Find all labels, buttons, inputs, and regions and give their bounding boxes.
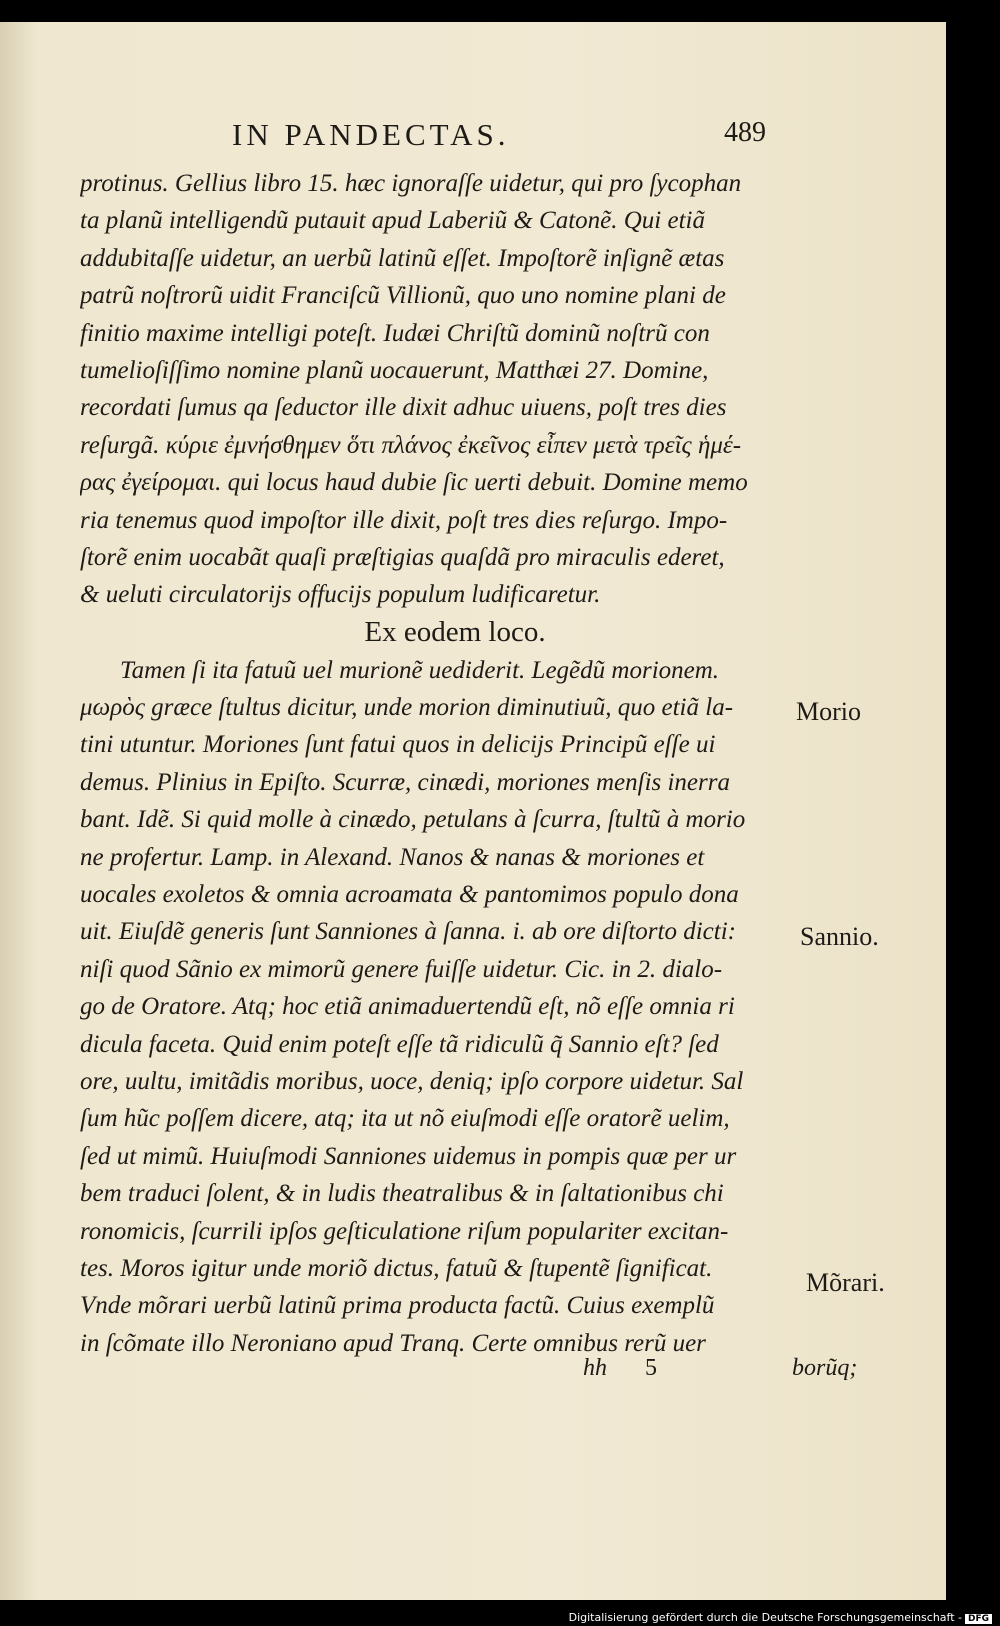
text-line: ſum hũc poſſem dicere, atq; ita ut nõ eiuſmodi eſſe oratorẽ uelim, (80, 1105, 730, 1133)
marginal-note-sannio: Sannio. (800, 922, 879, 951)
text-line: demus. Plinius in Epiſto. Scurræ, cinædi, moriones menſis inerra (80, 768, 730, 796)
section-heading: Ex eodem loco. (364, 615, 546, 648)
dfg-logo: DFG (965, 1614, 992, 1624)
signature-mark: hh (583, 1355, 607, 1381)
text-line: protinus. Gellius libro 15. hæc ignoraſſe uidetur, qui pro ſycophan (80, 170, 742, 197)
text-line: ria tenemus quod impoſtor ille dixit, poſt tres dies reſurgo. Impo- (80, 506, 728, 534)
text-line: ſtorẽ enim uocabãt quaſi præſtigias quaſdã pro miraculis ederet, (80, 543, 725, 571)
text-line: go de Oratore. Atq; hoc etiã animaduertendũ eſt, nõ eſſe omnia ri (80, 993, 735, 1021)
text-line: uit. Eiuſdẽ generis ſunt Sanniones à ſanna. i. ab ore diſtorto dicti: (80, 918, 736, 946)
text-line: μωρὸς græce ſtultus dicitur, unde morion diminutiuũ, quo etiã la- (80, 694, 734, 722)
text-line: ρας ἐγείρομαι. qui locus haud dubie ſic uerti debuit. Domine memo (80, 469, 748, 497)
text-line: ronomicis, ſcurrili ipſos geſticulatione riſum populariter excitan- (80, 1217, 729, 1245)
text-line: finitio maxime intelligi poteſt. Iudæi Chriſtũ dominũ noſtrũ con (80, 319, 710, 347)
text-line: tes. Moros igitur unde moriõ dictus, fatuũ & ſtupentẽ ſignificat. (80, 1254, 713, 1282)
running-head: IN PANDECTAS. (232, 117, 510, 152)
catchword: borũq; (792, 1355, 858, 1381)
text-line: recordati ſumus qa ſeductor ille dixit adhuc uiuens, poſt tres dies (80, 394, 727, 422)
text-line: in ſcõmate illo Neroniano apud Tranq. Certe omnibus rerũ uer (80, 1329, 706, 1357)
credit-text: Digitalisierung gefördert durch die Deutsche Forschungsgemeinschaft - (568, 1611, 962, 1624)
text-line: Tamen ſi ita fatuũ uel murionẽ uediderit. Legẽdũ morionem. (120, 656, 720, 684)
digitization-credit (569, 1611, 992, 1624)
page-header (0, 117, 946, 157)
book-page (0, 22, 946, 1600)
page-number: 489 (724, 117, 766, 148)
text-line: Vnde mõrari uerbũ latinũ prima producta factũ. Cuius exemplũ (80, 1292, 715, 1320)
signature-number: 5 (645, 1355, 657, 1381)
text-line: niſi quod Sãnio ex mimorũ genere fuiſſe uidetur. Cic. in 2. dialo- (80, 955, 723, 983)
text-line: reſurgã. κύριε ἐμνήσθημεν ὅτι πλάνος ἐκεῖνος εἶπεν μετὰ τρεῖς ἡμέ- (80, 431, 742, 459)
marginal-note-morari: Mõrari. (806, 1268, 885, 1297)
page-footer (0, 1355, 946, 1395)
text-line: bant. Idẽ. Si quid molle à cinædo, petulans à ſcurra, ſtultũ à morio (80, 806, 746, 834)
text-line: tumelioſiſſimo nomine planũ uocauerunt, Matthæi 27. Domine, (80, 356, 709, 384)
text-line: patrũ noſtrorũ uidit Franciſcũ Villionũ, quo uno nomine plani de (80, 282, 726, 310)
main-text (80, 165, 790, 1362)
text-line: addubitaſſe uidetur, an uerbũ latinũ eſſet. Impoſtorẽ inſignẽ ætas (80, 244, 725, 272)
text-line: ore, uultu, imitãdis moribus, uoce, deniq; ipſo corpore uidetur. Sal (80, 1067, 744, 1095)
text-line: uocales exoletos & omnia acroamata & pantomimos populo dona (80, 881, 739, 909)
text-line: ta planũ intelligendũ putauit apud Laberiũ & Catonẽ. Qui etiã (80, 207, 705, 235)
text-line: ſed ut mimũ. Huiuſmodi Sanniones uidemus in pompis quæ per ur (80, 1142, 737, 1170)
text-line: dicula faceta. Quid enim poteſt eſſe tã ridiculũ q̃ Sannio eſt? ſed (80, 1030, 719, 1058)
text-line: bem traduci ſolent, & in ludis theatralibus & in ſaltationibus chi (80, 1180, 724, 1208)
text-line: tini utuntur. Moriones ſunt fatui quos in delicijs Principũ eſſe ui (80, 731, 716, 759)
text-line: ne profertur. Lamp. in Alexand. Nanos & nanas & moriones et (80, 843, 705, 871)
marginal-note-morio: Morio (796, 697, 861, 726)
text-line: & ueluti circulatorijs offucijs populum ludificaretur. (80, 581, 601, 609)
